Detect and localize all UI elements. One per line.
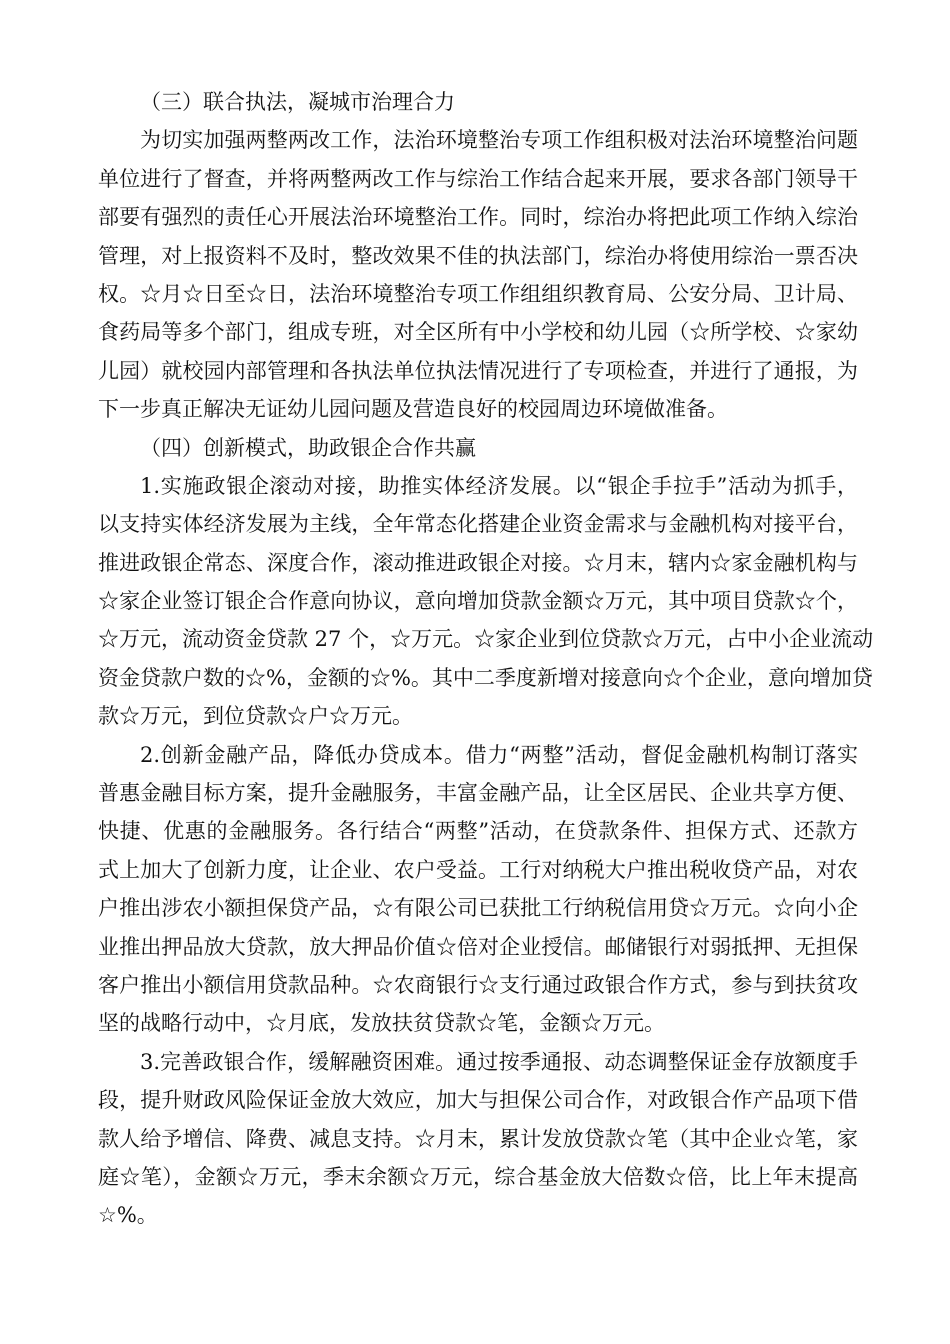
text-line: 款人给予增信、降费、减息支持。☆月末，累计发放贷款☆笔（其中企业☆笔，家 (98, 1126, 858, 1151)
text-line: 普惠金融目标方案，提升金融服务，丰富金融产品，让全区居民、企业共享方便、 (98, 781, 858, 806)
text-line: 管理，对上报资料不及时，整改效果不佳的执法部门，综治办将使用综治一票否决 (98, 243, 858, 268)
text-line: 单位进行了督查，并将两整两改工作与综治工作结合起来开展，要求各部门领导干 (98, 166, 858, 191)
text-line: 户推出涉农小额担保贷产品，☆有限公司已获批工行纳税信用贷☆万元。☆向小企 (98, 896, 858, 921)
text-line: 快捷、优惠的金融服务。各行结合“两整”活动，在贷款条件、担保方式、还款方 (98, 819, 858, 844)
document-page (98, 83, 874, 1235)
text-line: 庭☆笔），金额☆万元，季末余额☆万元，综合基金放大倍数☆倍，比上年末提高 (98, 1164, 858, 1189)
text-line: 权。☆月☆日至☆日，法治环境整治专项工作组组织教育局、公安分局、卫计局、 (98, 281, 858, 306)
text-line: 款☆万元，到位贷款☆户☆万元。 (98, 704, 413, 729)
text-line: 为切实加强两整两改工作，法治环境整治专项工作组积极对法治环境整治问题 (140, 128, 858, 153)
text-line: 段，提升财政风险保证金放大效应，加大与担保公司合作，对政银合作产品项下借 (98, 1088, 858, 1113)
text-line: 1.实施政银企滚动对接，助推实体经济发展。以“银企手拉手”活动为抓手， (140, 473, 858, 498)
text-line: 资金贷款户数的☆%，金额的☆%。其中二季度新增对接意向☆个企业，意向增加贷 (98, 665, 873, 690)
text-line: 3.完善政银合作，缓解融资困难。通过按季通报、动态调整保证金存放额度手 (140, 1049, 858, 1074)
text-line: 式上加大了创新力度，让企业、农户受益。工行对纳税大户推出税收贷产品，对农 (98, 857, 858, 882)
text-line: 食药局等多个部门，组成专班，对全区所有中小学校和幼儿园（☆所学校、☆家幼 (98, 320, 858, 345)
text-line: 业推出押品放大贷款，放大押品价值☆倍对企业授信。邮储银行对弱抵押、无担保 (98, 934, 858, 959)
text-line: ☆家企业签订银企合作意向协议，意向增加贷款金额☆万元，其中项目贷款☆个， (98, 589, 858, 614)
text-line: ☆万元，流动资金贷款 27 个，☆万元。☆家企业到位贷款☆万元，占中小企业流动 (98, 627, 874, 652)
text-line: 下一步真正解决无证幼儿园问题及营造良好的校园周边环境做准备。 (98, 397, 728, 422)
text-line: （三）联合执法，凝城市治理合力 (140, 90, 455, 114)
text-line: 以支持实体经济发展为主线，全年常态化搭建企业资金需求与金融机构对接平台， (98, 512, 858, 537)
text-line: ☆%。 (98, 1203, 158, 1228)
text-line: 推进政银企常态、深度合作，滚动推进政银企对接。☆月末，辖内☆家金融机构与 (98, 550, 858, 575)
text-line: （四）创新模式，助政银企合作共赢 (140, 435, 476, 460)
text-line: 客户推出小额信用贷款品种。☆农商银行☆支行通过政银合作方式，参与到扶贫攻 (98, 972, 858, 997)
text-line: 坚的战略行动中，☆月底，发放扶贫贷款☆笔，金额☆万元。 (98, 1011, 665, 1036)
text-line: 儿园）就校园内部管理和各执法单位执法情况进行了专项检查，并进行了通报，为 (98, 358, 858, 383)
text-line: 2.创新金融产品，降低办贷成本。借力“两整”活动，督促金融机构制订落实 (140, 742, 858, 767)
text-line: 部要有强烈的责任心开展法治环境整治工作。同时，综治办将把此项工作纳入综治 (98, 205, 858, 230)
